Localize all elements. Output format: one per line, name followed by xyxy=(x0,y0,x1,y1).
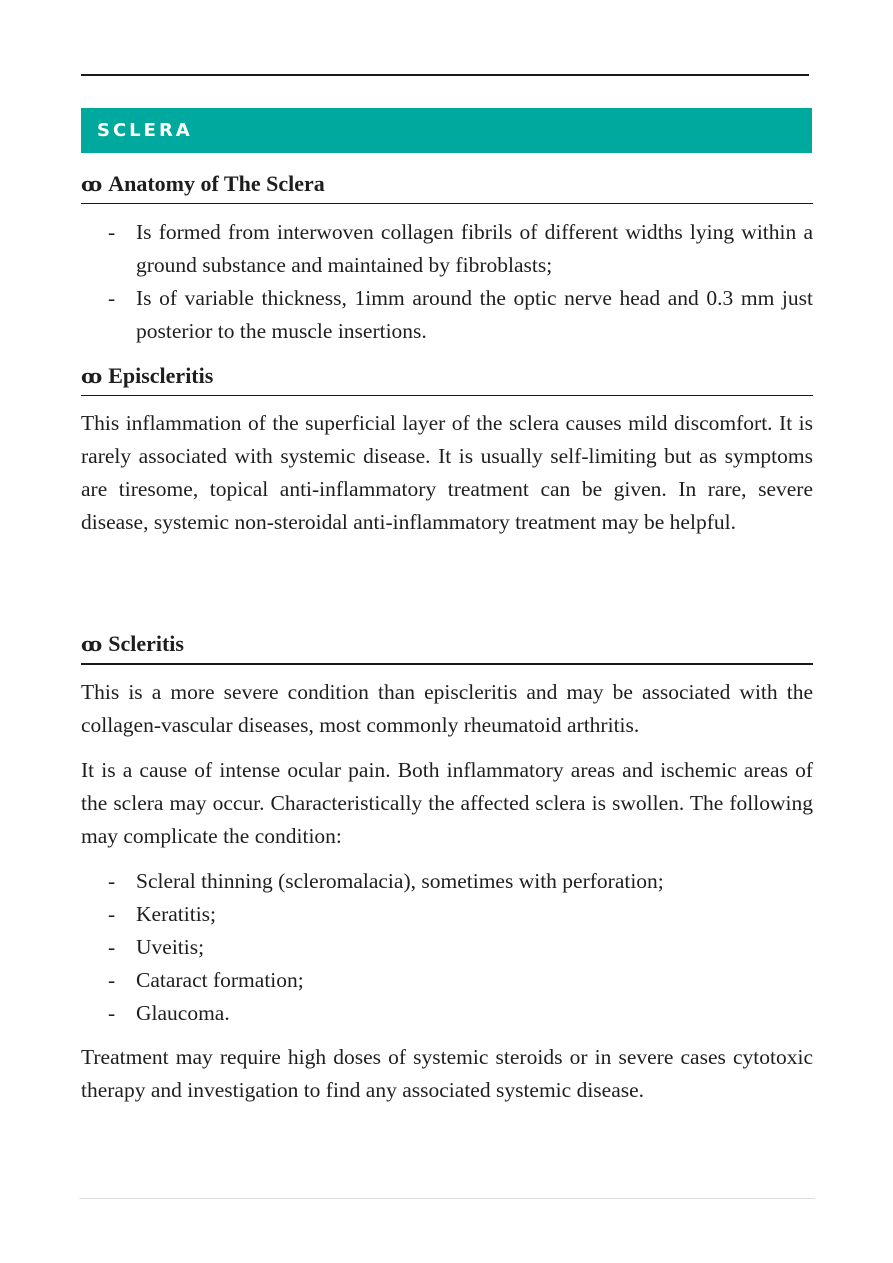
scleritis-paragraph-3: Treatment may require high doses of systemic steroids or in severe cases cytotoxic therapy and investigation to find any associated systemic disease. xyxy=(81,1045,813,1102)
heading-text: Scleritis xyxy=(108,631,184,656)
list-item: - Scleral thinning (scleromalacia), sometimes with perforation; xyxy=(108,869,664,893)
ornament-icon: ꝏ xyxy=(81,174,103,196)
scleritis-paragraph-2: It is a cause of intense ocular pain. Both inflammatory areas and ischemic areas of the sclera may occur. Characteristically the affected sclera is swollen. The following may complicate the condition: xyxy=(81,758,813,848)
heading-text: Episcleritis xyxy=(108,363,214,388)
bottom-rule xyxy=(79,1198,815,1199)
list-item: - Uveitis; xyxy=(108,935,205,959)
list-item: - Is formed from interwoven collagen fibrils of different widths lying within a ground substance and maintained by fibroblasts; xyxy=(108,220,813,277)
complications-list xyxy=(81,865,813,1030)
list-item: - Is of variable thickness, 1imm around the optic nerve head and 0.3 mm just posterior to the muscle insertions. xyxy=(108,286,813,343)
chapter-banner xyxy=(81,108,812,153)
ornament-icon: ꝏ xyxy=(81,366,103,388)
anatomy-list xyxy=(81,216,813,348)
top-rule xyxy=(81,74,809,76)
section-heading-anatomy xyxy=(81,170,813,204)
scleritis-paragraph-1: This is a more severe condition than episcleritis and may be associated with the collagen-vascular diseases, most commonly rheumatoid arthritis. xyxy=(81,680,813,737)
section-heading-scleritis xyxy=(81,630,813,665)
list-item: - Glaucoma. xyxy=(108,1001,230,1025)
heading-text: Anatomy of The Sclera xyxy=(108,171,325,196)
section-heading-episcleritis xyxy=(81,362,813,396)
list-item: - Cataract formation; xyxy=(108,968,304,992)
ornament-icon: ꝏ xyxy=(81,634,103,656)
episcleritis-paragraph: This inflammation of the superficial layer of the sclera causes mild discomfort. It is rarely associated with systemic disease. It is usually self-limiting but as symptoms are tiresome, topical anti-inflammatory treatment can be given. In rare, severe disease, systemic non-steroidal anti-inflammatory treatment may be helpful. xyxy=(81,411,813,534)
chapter-title: SCLERA xyxy=(97,120,193,141)
list-item: - Keratitis; xyxy=(108,902,217,926)
